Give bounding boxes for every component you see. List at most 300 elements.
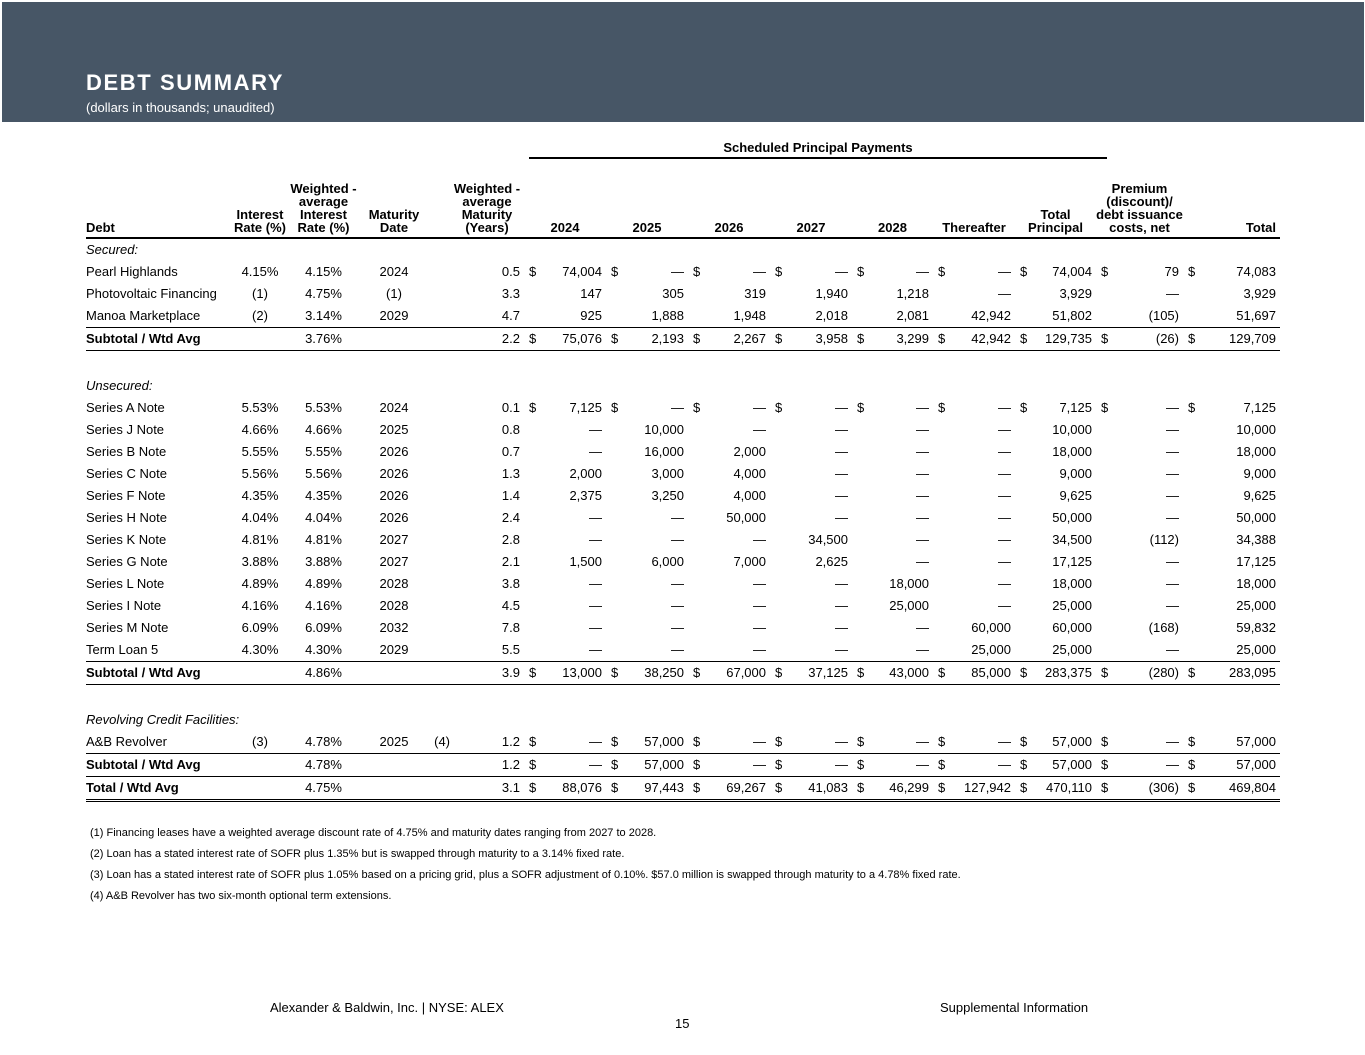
row-label: Subtotal / Wtd Avg — [86, 328, 231, 351]
cell-total — [1183, 463, 1280, 485]
cell-total — [1183, 777, 1280, 801]
cell-rate: 5.55% — [241, 444, 279, 459]
cell-y2024 — [524, 551, 606, 573]
cell-y2025 — [606, 662, 688, 685]
cell-value: — — [835, 734, 848, 749]
cell-rate: 4.81% — [241, 532, 279, 547]
maturity-value: 2032 — [379, 620, 409, 635]
cell-thereafter — [933, 261, 1015, 283]
cell-value: — — [671, 400, 684, 415]
cell-premium — [1096, 397, 1183, 419]
cell-y2026 — [688, 328, 770, 351]
cell-y2027 — [770, 507, 852, 529]
cell-y2026 — [688, 551, 770, 573]
cell-y2027 — [770, 551, 852, 573]
cell-value: 67,000 — [726, 665, 766, 680]
cell-premium — [1096, 639, 1183, 662]
cell-rate: 5.53% — [241, 400, 279, 415]
cell-value: 4,000 — [733, 488, 766, 503]
cell-y2028 — [852, 731, 933, 754]
cell-value: 7,125 — [1243, 400, 1276, 415]
cell-principal — [1015, 419, 1096, 441]
cell-thereafter — [933, 551, 1015, 573]
cell-wtd-rate: 6.09% — [305, 620, 342, 635]
dollar-sign: $ — [1101, 780, 1109, 795]
cell-debt-name: Series K Note — [86, 532, 167, 547]
dollar-sign: $ — [611, 665, 619, 680]
dollar-sign: $ — [693, 400, 701, 415]
cell-thereafter — [933, 463, 1015, 485]
cell-rate: 4.35% — [241, 488, 279, 503]
cell-value: 74,004 — [1052, 264, 1092, 279]
cell-value: — — [671, 620, 684, 635]
dollar-sign: $ — [775, 665, 783, 680]
cell-y2028 — [852, 507, 933, 529]
cell-value: 34,500 — [1052, 532, 1092, 547]
table-row — [86, 419, 1280, 441]
cell-value: 925 — [580, 308, 602, 323]
cell-principal — [1015, 573, 1096, 595]
dollar-sign: $ — [693, 780, 701, 795]
table-row — [86, 397, 1280, 419]
cell-value: — — [916, 488, 929, 503]
cell-rate: 4.16% — [241, 598, 279, 613]
cell-value: 6,000 — [651, 554, 684, 569]
dollar-sign: $ — [529, 734, 537, 749]
cell-y2024 — [524, 617, 606, 639]
cell-rate: 4.04% — [241, 510, 279, 525]
cell-y2025 — [606, 283, 688, 305]
cell-years: 4.7 — [501, 308, 520, 323]
cell-rate: 3.88% — [241, 554, 279, 569]
cell-wtd-rate: 4.15% — [305, 264, 342, 279]
dollar-sign: $ — [693, 734, 701, 749]
cell-y2024 — [524, 441, 606, 463]
col-header-2024: 2024 — [524, 164, 606, 238]
cell-total — [1183, 283, 1280, 305]
cell-value: 3,958 — [815, 331, 848, 346]
cell-value: — — [589, 510, 602, 525]
cell-value: — — [1166, 554, 1179, 569]
cell-value: 3,299 — [896, 331, 929, 346]
cell-value: 305 — [662, 286, 684, 301]
cell-value: — — [916, 444, 929, 459]
cell-value: — — [671, 532, 684, 547]
cell-total — [1183, 573, 1280, 595]
cell-premium — [1096, 328, 1183, 351]
cell-value: — — [835, 466, 848, 481]
cell-value: 74,004 — [562, 264, 602, 279]
cell-value: 46,299 — [889, 780, 929, 795]
cell-value: 10,000 — [1236, 422, 1276, 437]
cell-value: — — [835, 642, 848, 657]
col-header-wtd-interest-rate: Weighted -average Interest Rate (%) — [289, 164, 358, 238]
col-header-2027: 2027 — [770, 164, 852, 238]
cell-maturity — [358, 617, 430, 639]
cell-maturity — [358, 441, 430, 463]
cell-value: 88,076 — [562, 780, 602, 795]
cell-value: 97,443 — [644, 780, 684, 795]
cell-value: — — [916, 554, 929, 569]
cell-debt-name: Series J Note — [86, 422, 165, 437]
cell-y2028 — [852, 573, 933, 595]
cell-value: 34,388 — [1236, 532, 1276, 547]
cell-value: — — [916, 264, 929, 279]
cell-value: 2,000 — [733, 444, 766, 459]
cell-premium — [1096, 573, 1183, 595]
cell-y2026 — [688, 595, 770, 617]
cell-value: — — [671, 510, 684, 525]
cell-value: — — [998, 598, 1011, 613]
cell-y2027 — [770, 441, 852, 463]
cell-value: 25,000 — [1052, 598, 1092, 613]
cell-years: 1.3 — [501, 466, 520, 481]
cell-wtd-rate: 4.75% — [305, 286, 342, 301]
cell-value: 42,942 — [971, 308, 1011, 323]
cell-value: — — [916, 757, 929, 772]
maturity-value: 2026 — [379, 488, 409, 503]
cell-value: — — [835, 264, 848, 279]
cell-years: 4.5 — [501, 598, 520, 613]
cell-wtd-rate: 4.81% — [305, 532, 342, 547]
table-header-row — [86, 164, 1280, 238]
cell-value: — — [998, 422, 1011, 437]
dollar-sign: $ — [611, 780, 619, 795]
cell-y2028 — [852, 305, 933, 328]
cell-rate: 4.30% — [241, 642, 279, 657]
cell-value: 16,000 — [644, 444, 684, 459]
spacer-row — [86, 351, 1280, 376]
cell-value: — — [1166, 757, 1179, 772]
cell-premium — [1096, 662, 1183, 685]
cell-value: 57,000 — [1236, 757, 1276, 772]
cell-years: 2.2 — [430, 328, 524, 351]
cell-value: 50,000 — [1236, 510, 1276, 525]
cell-maturity — [358, 595, 430, 617]
maturity-value: 2025 — [379, 422, 409, 437]
cell-thereafter — [933, 441, 1015, 463]
footnote-3: (3) Loan has a stated interest rate of SOFR plus 1.05% based on a pricing grid, plus a SOFR adjustment of 0.10%. $57.0 million is swapped through maturity to a 4.78% fixed rate. — [90, 869, 961, 881]
cell-debt-name: A&B Revolver — [86, 734, 167, 749]
cell-value: 127,942 — [964, 780, 1011, 795]
dollar-sign: $ — [938, 757, 946, 772]
cell-wtd-rate: 5.55% — [305, 444, 342, 459]
cell-rate: 4.66% — [241, 422, 279, 437]
cell-value: 37,125 — [808, 665, 848, 680]
cell-value: — — [753, 620, 766, 635]
cell-principal — [1015, 662, 1096, 685]
col-header-total: Total — [1183, 164, 1280, 238]
cell-value: 50,000 — [1052, 510, 1092, 525]
cell-value: 3,929 — [1243, 286, 1276, 301]
cell-y2026 — [688, 485, 770, 507]
cell-value: 25,000 — [971, 642, 1011, 657]
cell-maturity — [358, 573, 430, 595]
cell-y2026 — [688, 639, 770, 662]
cell-value: (105) — [1148, 308, 1179, 323]
cell-y2024 — [524, 397, 606, 419]
cell-value: 7,000 — [733, 554, 766, 569]
cell-y2025 — [606, 397, 688, 419]
cell-principal — [1015, 731, 1096, 754]
cell-premium — [1096, 463, 1183, 485]
row-label: Total / Wtd Avg — [86, 777, 231, 801]
dollar-sign: $ — [938, 400, 946, 415]
maturity-value: 2024 — [379, 400, 409, 415]
cell-value: 1,500 — [569, 554, 602, 569]
cell-value: — — [835, 510, 848, 525]
cell-y2028 — [852, 529, 933, 551]
spacer-cell — [86, 685, 1280, 710]
cell-thereafter — [933, 662, 1015, 685]
cell-wtd-rate: 4.04% — [305, 510, 342, 525]
cell-total — [1183, 485, 1280, 507]
cell-thereafter — [933, 731, 1015, 754]
cell-total — [1183, 617, 1280, 639]
cell-maturity — [358, 639, 430, 662]
dollar-sign: $ — [938, 331, 946, 346]
cell-value: — — [753, 642, 766, 657]
cell-value: 57,000 — [1052, 734, 1092, 749]
cell-value: 51,802 — [1052, 308, 1092, 323]
col-header-debt: Debt — [86, 164, 231, 238]
cell-thereafter — [933, 507, 1015, 529]
cell-y2027 — [770, 529, 852, 551]
cell-maturity — [358, 507, 430, 529]
cell-premium — [1096, 441, 1183, 463]
cell-rate — [231, 328, 289, 351]
cell-value: 34,500 — [808, 532, 848, 547]
cell-value: 59,832 — [1236, 620, 1276, 635]
cell-y2024 — [524, 754, 606, 777]
dollar-sign: $ — [1020, 400, 1028, 415]
maturity-value: 2027 — [379, 532, 409, 547]
cell-value: 3,929 — [1059, 286, 1092, 301]
cell-premium — [1096, 485, 1183, 507]
cell-y2027 — [770, 731, 852, 754]
cell-debt-name: Series G Note — [86, 554, 168, 569]
cell-premium — [1096, 551, 1183, 573]
cell-y2024 — [524, 283, 606, 305]
cell-value: 43,000 — [889, 665, 929, 680]
cell-value: 2,193 — [651, 331, 684, 346]
cell-y2025 — [606, 777, 688, 801]
cell-value: — — [835, 598, 848, 613]
cell-y2028 — [852, 754, 933, 777]
cell-value: 25,000 — [1236, 642, 1276, 657]
cell-premium — [1096, 261, 1183, 283]
table-row — [86, 731, 1280, 754]
dollar-sign: $ — [775, 780, 783, 795]
cell-y2027 — [770, 777, 852, 801]
cell-debt-name: Series I Note — [86, 598, 162, 613]
cell-value: — — [1166, 286, 1179, 301]
cell-value: 10,000 — [1052, 422, 1092, 437]
cell-value: 57,000 — [644, 757, 684, 772]
cell-principal — [1015, 328, 1096, 351]
cell-y2024 — [524, 261, 606, 283]
cell-y2025 — [606, 507, 688, 529]
section-label-row — [86, 238, 1280, 261]
cell-value: — — [835, 620, 848, 635]
cell-rate — [231, 662, 289, 685]
cell-y2026 — [688, 305, 770, 328]
cell-value: — — [589, 576, 602, 591]
cell-value: — — [916, 620, 929, 635]
cell-value: — — [1166, 734, 1179, 749]
cell-y2028 — [852, 777, 933, 801]
dollar-sign: $ — [693, 264, 701, 279]
dollar-sign: $ — [529, 757, 537, 772]
cell-rate: 4.15% — [241, 264, 279, 279]
dollar-sign: $ — [857, 400, 865, 415]
cell-value: 2,267 — [733, 331, 766, 346]
cell-y2025 — [606, 754, 688, 777]
maturity-value: 2026 — [379, 510, 409, 525]
cell-value: 1,888 — [651, 308, 684, 323]
cell-value: 85,000 — [971, 665, 1011, 680]
table-row — [86, 485, 1280, 507]
section-label: Unsecured: — [86, 378, 153, 393]
cell-years: 1.2 — [501, 734, 520, 749]
cell-value: — — [589, 642, 602, 657]
cell-total — [1183, 551, 1280, 573]
cell-maturity — [358, 662, 430, 685]
cell-maturity — [358, 529, 430, 551]
cell-rate: (1) — [252, 286, 268, 301]
cell-thereafter — [933, 595, 1015, 617]
dollar-sign: $ — [529, 264, 537, 279]
cell-value: 41,083 — [808, 780, 848, 795]
cell-premium — [1096, 305, 1183, 328]
cell-value: — — [916, 510, 929, 525]
cell-y2027 — [770, 463, 852, 485]
cell-y2026 — [688, 617, 770, 639]
dollar-sign: $ — [857, 665, 865, 680]
maturity-value: 2028 — [379, 598, 409, 613]
cell-value: 75,076 — [562, 331, 602, 346]
cell-wtd-rate: 4.78% — [305, 734, 342, 749]
section-label-row — [86, 375, 1280, 397]
dollar-sign: $ — [611, 757, 619, 772]
cell-value: — — [998, 532, 1011, 547]
dollar-sign: $ — [693, 757, 701, 772]
cell-y2028 — [852, 485, 933, 507]
table-row — [86, 595, 1280, 617]
cell-thereafter — [933, 529, 1015, 551]
cell-y2024 — [524, 573, 606, 595]
cell-value: — — [753, 400, 766, 415]
cell-y2028 — [852, 662, 933, 685]
dollar-sign: $ — [938, 734, 946, 749]
dollar-sign: $ — [775, 734, 783, 749]
cell-value: 9,000 — [1243, 466, 1276, 481]
cell-value: 283,095 — [1229, 665, 1276, 680]
dollar-sign: $ — [611, 331, 619, 346]
cell-value: 3,250 — [651, 488, 684, 503]
cell-y2027 — [770, 662, 852, 685]
table-row — [86, 639, 1280, 662]
cell-thereafter — [933, 754, 1015, 777]
cell-principal — [1015, 529, 1096, 551]
footnotes — [90, 826, 961, 910]
cell-principal — [1015, 283, 1096, 305]
cell-value: (168) — [1148, 620, 1179, 635]
cell-years: 3.3 — [501, 286, 520, 301]
cell-maturity — [358, 305, 430, 328]
cell-principal — [1015, 507, 1096, 529]
cell-wtd-rate: 3.88% — [305, 554, 342, 569]
dollar-sign: $ — [693, 331, 701, 346]
cell-value: — — [835, 422, 848, 437]
spacer-cell — [86, 351, 1280, 376]
cell-y2027 — [770, 754, 852, 777]
cell-principal — [1015, 305, 1096, 328]
subtotal-row — [86, 328, 1280, 351]
cell-rate: 5.56% — [241, 466, 279, 481]
cell-y2024 — [524, 419, 606, 441]
cell-value: 3,000 — [651, 466, 684, 481]
cell-rate: (3) — [252, 734, 268, 749]
cell-value: — — [671, 264, 684, 279]
cell-total — [1183, 419, 1280, 441]
cell-value: — — [998, 734, 1011, 749]
cell-principal — [1015, 441, 1096, 463]
section-label: Revolving Credit Facilities: — [86, 712, 240, 727]
cell-rate — [231, 777, 289, 801]
cell-total — [1183, 529, 1280, 551]
cell-y2024 — [524, 595, 606, 617]
cell-y2026 — [688, 662, 770, 685]
dollar-sign: $ — [529, 331, 537, 346]
cell-value: — — [916, 532, 929, 547]
maturity-footnote-ref: (4) — [434, 734, 450, 749]
cell-value: — — [589, 444, 602, 459]
cell-wtd-rate: 4.30% — [305, 642, 342, 657]
dollar-sign: $ — [1188, 757, 1196, 772]
cell-value: 319 — [744, 286, 766, 301]
subtotal-row — [86, 754, 1280, 777]
cell-thereafter — [933, 283, 1015, 305]
dollar-sign: $ — [775, 264, 783, 279]
cell-debt-name: Pearl Highlands — [86, 264, 178, 279]
cell-total — [1183, 595, 1280, 617]
cell-value: — — [671, 598, 684, 613]
cell-years: 1.4 — [501, 488, 520, 503]
cell-y2024 — [524, 485, 606, 507]
subtotal-row — [86, 662, 1280, 685]
cell-value: 9,625 — [1059, 488, 1092, 503]
cell-value: — — [1166, 598, 1179, 613]
cell-thereafter — [933, 485, 1015, 507]
cell-value: — — [998, 510, 1011, 525]
cell-value: — — [916, 400, 929, 415]
dollar-sign: $ — [775, 400, 783, 415]
cell-value: — — [998, 757, 1011, 772]
cell-y2026 — [688, 261, 770, 283]
maturity-value: 2024 — [379, 264, 409, 279]
cell-y2027 — [770, 305, 852, 328]
cell-y2028 — [852, 328, 933, 351]
dollar-sign: $ — [1188, 780, 1196, 795]
cell-value: — — [998, 286, 1011, 301]
cell-premium — [1096, 595, 1183, 617]
cell-y2028 — [852, 595, 933, 617]
cell-value: 18,000 — [1236, 576, 1276, 591]
cell-maturity — [358, 731, 450, 754]
cell-value: — — [998, 554, 1011, 569]
dollar-sign: $ — [857, 734, 865, 749]
